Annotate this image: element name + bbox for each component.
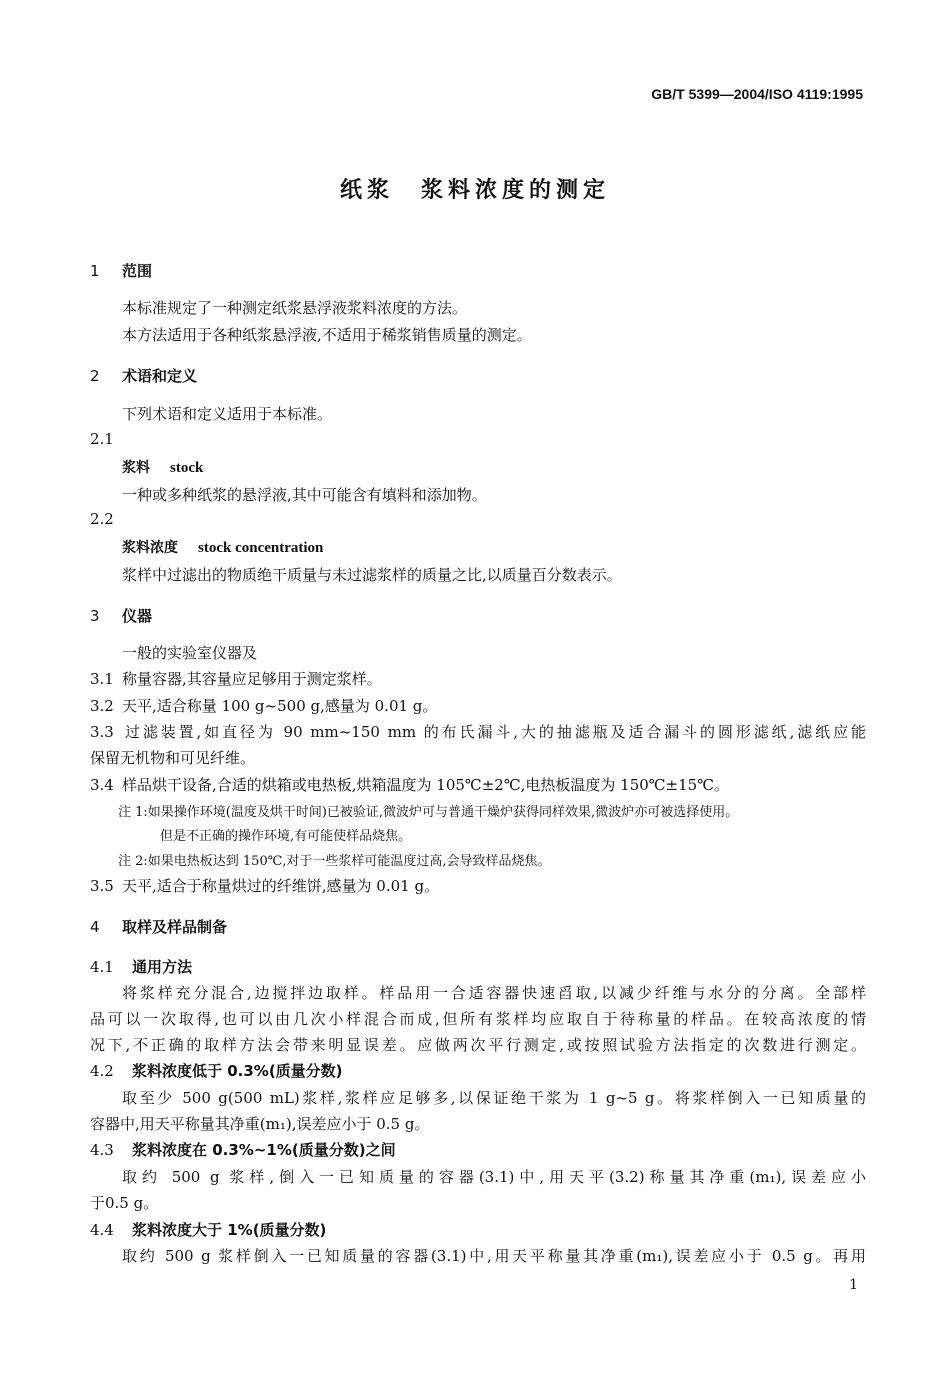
clause-4-4-heading: 4.4 浆料浓度大于 1%(质量分数) (90, 1221, 327, 1239)
page-number: 1 (849, 1277, 858, 1293)
document-title: 纸浆 浆料浓度的测定 (339, 178, 610, 203)
clause-4-2-heading: 4.2 浆料浓度低于 0.3%(质量分数) (90, 1062, 343, 1080)
clause-4-3-heading: 4.3 浆料浓度在 0.3%~1%(质量分数)之间 (90, 1141, 396, 1159)
term-2-2: 浆料浓度 stock concentration (122, 540, 324, 556)
note-1-line-2: 但是不正确的操作环境,有可能使样品烧焦。 (160, 829, 412, 844)
section-4-heading: 4 取样及样品制备 (90, 918, 228, 936)
term-2-2-number: 2.2 (90, 510, 114, 528)
term-2-1-number: 2.1 (90, 430, 114, 448)
term-2-1-definition: 一种或多种纸浆的悬浮液,其中可能含有填料和添加物。 (122, 486, 487, 504)
section-3-intro: 一般的实验室仪器及 (122, 644, 258, 662)
item-3-3-line-1: 3.3 过滤装置,如直径为 90 mm~150 mm 的布氏漏斗,大的抽滤瓶及适合漏斗的圆形滤纸,滤纸应能 (90, 723, 866, 741)
item-3-3-line-2: 保留无机物和可见纤维。 (90, 749, 256, 767)
clause-4-1-line-1: 将浆样充分混合,边搅拌边取样。样品用一合适容器快速舀取,以减少纤维与水分的分离。全部样 (122, 984, 866, 1002)
term-2-1: 浆料 stock (122, 460, 204, 476)
standard-number: GB/T 5399—2004/ISO 4119:1995 (651, 86, 863, 102)
item-3-4: 3.4 样品烘干设备,合适的烘箱或电热板,烘箱温度为 105℃±2℃,电热板温度为 150℃±15℃。 (90, 776, 729, 794)
term-2-2-definition: 浆样中过滤出的物质绝干质量与未过滤浆样的质量之比,以质量百分数表示。 (122, 566, 622, 584)
note-1-line-1: 注 1:如果操作环境(温度及烘干时间)已被验证,微波炉可与普通干燥炉获得同样效果,微波炉亦可被选择使用。 (118, 805, 739, 820)
clause-4-3-line-1: 取约 500 g 浆样,倒入一已知质量的容器(3.1)中,用天平(3.2)称量其净重(m₁),误差应小 (122, 1168, 866, 1186)
item-3-2: 3.2 天平,适合称量 100 g~500 g,感量为 0.01 g。 (90, 697, 438, 715)
clause-4-3-line-2: 于0.5 g。 (90, 1194, 159, 1212)
section-1-para-1: 本标准规定了一种测定纸浆悬浮液浆料浓度的方法。 (122, 299, 468, 317)
item-3-5: 3.5 天平,适合于称量烘过的纤维饼,感量为 0.01 g。 (90, 877, 440, 895)
note-2: 注 2:如果电热板达到 150℃,对于一些浆样可能温度过高,会导致样品烧焦。 (118, 854, 551, 869)
clause-4-1-line-3: 况下,不正确的取样方法会带来明显误差。应做两次平行测定,或按照试验方法指定的次数进行测定。 (90, 1036, 866, 1054)
section-1-heading: 1 范围 (90, 262, 153, 280)
section-2-intro: 下列术语和定义适用于本标准。 (122, 405, 333, 423)
clause-4-2-line-1: 取至少 500 g(500 mL)浆样,浆样应足够多,以保证绝干浆为 1 g~5 g。将浆样倒入一已知质量的 (122, 1089, 866, 1107)
section-2-heading: 2 术语和定义 (90, 367, 198, 385)
clause-4-1-line-2: 品可以一次取得,也可以由几次小样混合而成,但所有浆样均应取自于待称量的样品。在较高浓度的情 (90, 1010, 866, 1028)
clause-4-4-line-1: 取约 500 g 浆样倒入一已知质量的容器(3.1)中,用天平称量其净重(m₁),误差应小于 0.5 g。再用 (122, 1247, 866, 1265)
item-3-1: 3.1 称量容器,其容量应足够用于测定浆样。 (90, 670, 382, 688)
section-1-para-2: 本方法适用于各种纸浆悬浮液,不适用于稀浆销售质量的测定。 (122, 326, 532, 344)
section-3-heading: 3 仪器 (90, 607, 153, 625)
clause-4-2-line-2: 容器中,用天平称量其净重(m₁),误差应小于 0.5 g。 (90, 1115, 430, 1133)
clause-4-1-heading: 4.1 通用方法 (90, 958, 193, 976)
